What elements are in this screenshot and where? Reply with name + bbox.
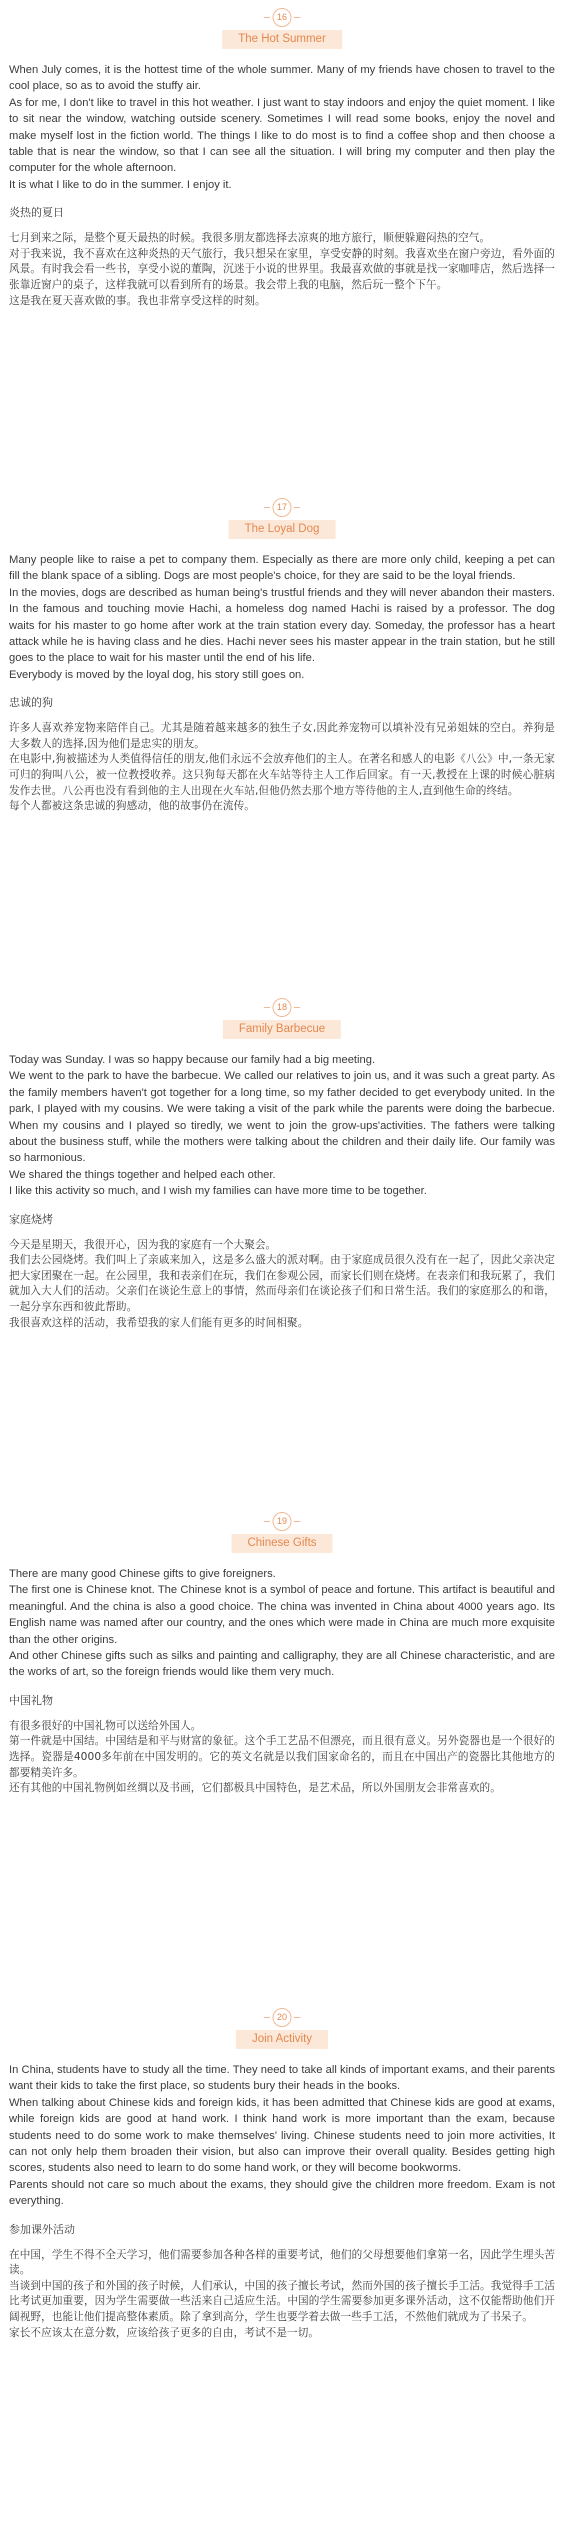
section-heading xyxy=(9,1512,555,1558)
chinese-title: 忠诚的狗 xyxy=(9,696,53,710)
chinese-text xyxy=(9,2248,555,2342)
english-text xyxy=(9,2062,555,2210)
english-paragraph: When talking about Chinese kids and foreign kids, it has been admitted that Chinese kids are good at exams, while foreign kids are good at hand work. I think hand work is more important than the exam, because students need to do some work to make themselves' living. Chinese students need to join more activities, It can not only help them broaden their vision, but also can improve their overall quality. Besides getting high scores, students also need to learn to do some hand work, or they will become bookworms. xyxy=(9,2096,555,2175)
chinese-text xyxy=(9,721,555,815)
chinese-paragraph: 家长不应该太在意分数，应该给孩子更多的自由，考试不是一切。 xyxy=(9,2326,320,2339)
essay-section xyxy=(9,8,555,309)
english-text xyxy=(9,552,555,683)
heading-left-dash xyxy=(264,2017,270,2018)
chinese-paragraph: 这是我在夏天喜欢做的事。我也非常享受这样的时刻。 xyxy=(9,294,266,307)
chinese-paragraph: 第一件就是中国结。中国结是和平与财富的象征。这个手工艺品不但漂亮，而且很有意义。另外瓷器也是一个很好的选择。瓷器是4000多年前在中国发明的。它的英文名就是以我们国家命名的，而且在中国出产的瓷器比其他地方的都要精美许多。 xyxy=(9,1735,555,1779)
section-title: Chinese Gifts xyxy=(231,1534,332,1553)
english-paragraph: Many people like to raise a pet to company them. Especially as there are more only child, keeping a pet can fill the blank space of a sibling. Dogs are most people's choice, for they are said to be the loyal friends. xyxy=(9,554,555,583)
english-paragraph: Everybody is moved by the loyal dog, his story still goes on. xyxy=(9,668,305,681)
heading-right-dash xyxy=(294,507,300,508)
english-text xyxy=(9,1566,555,1681)
english-paragraph: As for me, I don't like to travel in this hot weather. I just want to stay indoors and enjoy the quiet moment. I like to sit near the window, watching outside scenery. Sometimes I will read some books, enjoy the novel and make myself lost in the fiction world. The things I like to do most is to find a coffee shop and then choose a table that is near the window, so that I can see all the situation. I will bring my computer and then play the computer for the whole afternoon. xyxy=(9,96,555,175)
heading-right-dash xyxy=(294,1521,300,1522)
section-number-badge: 19 xyxy=(273,1512,292,1531)
chinese-paragraph: 当谈到中国的孩子和外国的孩子时候，人们承认，中国的孩子擅长考试，然而外国的孩子擅长手工活。我觉得手工活比考试更加重要，因为学生需要做一些活来自己适应生活。中国的学生需要参加更多课外活动，这不仅能帮助他们开阔视野，也能让他们提高整体素质。除了拿到高分，学生也要学着去做一些手工活，不然他们就成为了书呆子。 xyxy=(9,2279,555,2324)
section-number-badge: 18 xyxy=(273,998,292,1017)
essay-section xyxy=(9,2008,555,2341)
section-title: Family Barbecue xyxy=(223,1020,341,1039)
english-paragraph: I like this activity so much, and I wish my families can have more time to be together. xyxy=(9,1185,427,1198)
section-number-badge: 17 xyxy=(273,498,292,517)
section-heading xyxy=(9,8,555,54)
chinese-paragraph: 有很多很好的中国礼物可以送给外国人。 xyxy=(9,1719,202,1732)
english-paragraph: We went to the park to have the barbecue. We called our relatives to join us, and it was such a great party. As the family members haven't got together for a long time, so my father decided to get everybody united. In the park, I played with my cousins. We were taking a visit of the park while the parents were doing the barbecue. When my cousins and I played so tiredly, we went to join the grow-ups'activities. The fathers were talking about the business stuff, while the mothers were talking about the children and their daily life. Our family was so harmonious. xyxy=(9,1070,555,1165)
section-title: The Hot Summer xyxy=(222,30,342,49)
section-title: Join Activity xyxy=(236,2030,328,2049)
chinese-paragraph: 今天是星期天，我很开心，因为我的家庭有一个大聚会。 xyxy=(9,1238,277,1251)
heading-left-dash xyxy=(264,17,270,18)
chinese-text xyxy=(9,1719,555,1797)
english-paragraph: Today was Sunday. I was so happy because our family had a big meeting. xyxy=(9,1054,376,1066)
chinese-paragraph: 还有其他的中国礼物例如丝绸以及书画，它们都极具中国特色，是艺术品，所以外国朋友会非常喜欢的。 xyxy=(9,1782,501,1795)
section-number-badge: 16 xyxy=(273,8,292,27)
heading-left-dash xyxy=(264,1521,270,1522)
heading-right-dash xyxy=(294,1007,300,1008)
chinese-paragraph: 对于我来说，我不喜欢在这种炎热的天气旅行，我只想呆在家里，享受安静的时刻。我喜欢坐在窗户旁边，看外面的风景。有时我会看一些书，享受小说的董陶，沉迷于小说的世界里。我最喜欢做的事就是找一家咖啡店，然后选择一张靠近窗户的桌子，这样我就可以看到所有的场景。我会带上我的电脑，然后玩一整个下午。 xyxy=(9,247,555,292)
chinese-title: 中国礼物 xyxy=(9,1693,53,1707)
heading-right-dash xyxy=(294,2017,300,2018)
english-paragraph: And other Chinese gifts such as silks and painting and calligraphy, they are all Chinese characteristic, and are the works of art, so the foreign friends would like them very much. xyxy=(9,1650,555,1679)
chinese-paragraph: 许多人喜欢养宠物来陪伴自己。尤其是随着越来越多的独生子女,因此养宠物可以填补没有兄弟姐妹的空白。养狗是大多数人的选择,因为他们是忠实的朋友。 xyxy=(9,722,555,750)
section-heading xyxy=(9,2008,555,2054)
english-paragraph: It is what I like to do in the summer. I enjoy it. xyxy=(9,178,232,191)
section-title: The Loyal Dog xyxy=(229,520,336,539)
chinese-text xyxy=(9,231,555,309)
section-heading xyxy=(9,998,555,1044)
section-heading xyxy=(9,498,555,544)
heading-right-dash xyxy=(294,17,300,18)
english-text xyxy=(9,1052,555,1200)
english-paragraph: In China, students have to study all the time. They need to take all kinds of important exams, and their parents want their kids to take the first place, so students bury their heads in the books. xyxy=(9,2064,555,2093)
chinese-paragraph: 我们去公园烧烤。我们叫上了亲戚来加入，这是多么盛大的派对啊。由于家庭成员很久没有在一起了，因此父亲决定把大家团聚在一起。在公园里，我和表亲们在玩，我们在参观公园，而家长们则在烧烤。在表亲们和我玩累了，我们就加入大人们的活动。父亲们在谈论生意上的事情，然而母亲们在谈论孩子们和日常生活。我们的家庭那么的和谐，一起分享东西和彼此帮助。 xyxy=(9,1254,555,1314)
essay-section xyxy=(9,998,555,1331)
english-paragraph: When July comes, it is the hottest time of the whole summer. Many of my friends have chosen to travel to the cool place, so as to avoid the stuffy air. xyxy=(9,64,555,93)
english-paragraph: We shared the things together and helped each other. xyxy=(9,1168,276,1181)
english-paragraph: In the movies, dogs are described as human being's trustful friends and they will never abandon their masters. In the famous and touching movie Hachi, a homeless dog named Hachi is raised by a professor. The dog waits for his master to go home after work at the train station every day. Someday, the professor has a heart attack while he is having class and he dies. Hachi never sees his master appear in the train station, but he still goes to the place to wait for his master until the end of his life. xyxy=(9,586,555,665)
chinese-title: 炎热的夏日 xyxy=(9,206,64,220)
chinese-paragraph: 在中国，学生不得不全天学习，他们需要参加各种各样的重要考试，他们的父母想要他们拿第一名，因此学生埋头苦读。 xyxy=(9,2248,555,2277)
section-number-badge: 20 xyxy=(273,2008,292,2027)
chinese-paragraph: 在电影中,狗被描述为人类值得信任的朋友,他们永远不会放弃他们的主人。在著名和感人的电影《八公》中,一条无家可归的狗叫八公，被一位教授收养。这只狗每天都在火车站等待主人工作后回家。有一天,教授在上课的时候心脏病发作去世。八公再也没有看到他的主人出现在火车站,但他仍然去那个地方等待他的主人,直到他生命的终结。 xyxy=(9,753,555,797)
chinese-paragraph: 七月到来之际，是整个夏天最热的时候。我很多朋友都选择去凉爽的地方旅行，顺便躲避闷热的空气。 xyxy=(9,232,491,245)
essay-section xyxy=(9,1512,555,1797)
chinese-title: 家庭烧烤 xyxy=(9,1212,53,1226)
english-paragraph: The first one is Chinese knot. The Chinese knot is a symbol of peace and fortune. This artifact is beautiful and meaningful. And the china is also a good choice. The china was invented in China about 4000 years ago. Its English name was named after our country, and the ones which were made in China are much more exquisite than the other origins. xyxy=(9,1584,555,1646)
english-paragraph: Parents should not care so much about the exams, they should give the children more freedom. Exam is not everything. xyxy=(9,2178,555,2208)
heading-left-dash xyxy=(264,1007,270,1008)
heading-left-dash xyxy=(264,507,270,508)
english-paragraph: There are many good Chinese gifts to give foreigners. xyxy=(9,1568,276,1580)
chinese-paragraph: 我很喜欢这样的活动，我希望我的家人们能有更多的时间相聚。 xyxy=(9,1316,309,1329)
chinese-title: 参加课外活动 xyxy=(9,2222,75,2236)
english-text xyxy=(9,62,555,193)
chinese-text xyxy=(9,1238,555,1332)
essay-section xyxy=(9,498,555,815)
chinese-paragraph: 每个人都被这条忠诚的狗感动，他的故事仍在流传。 xyxy=(9,800,255,813)
